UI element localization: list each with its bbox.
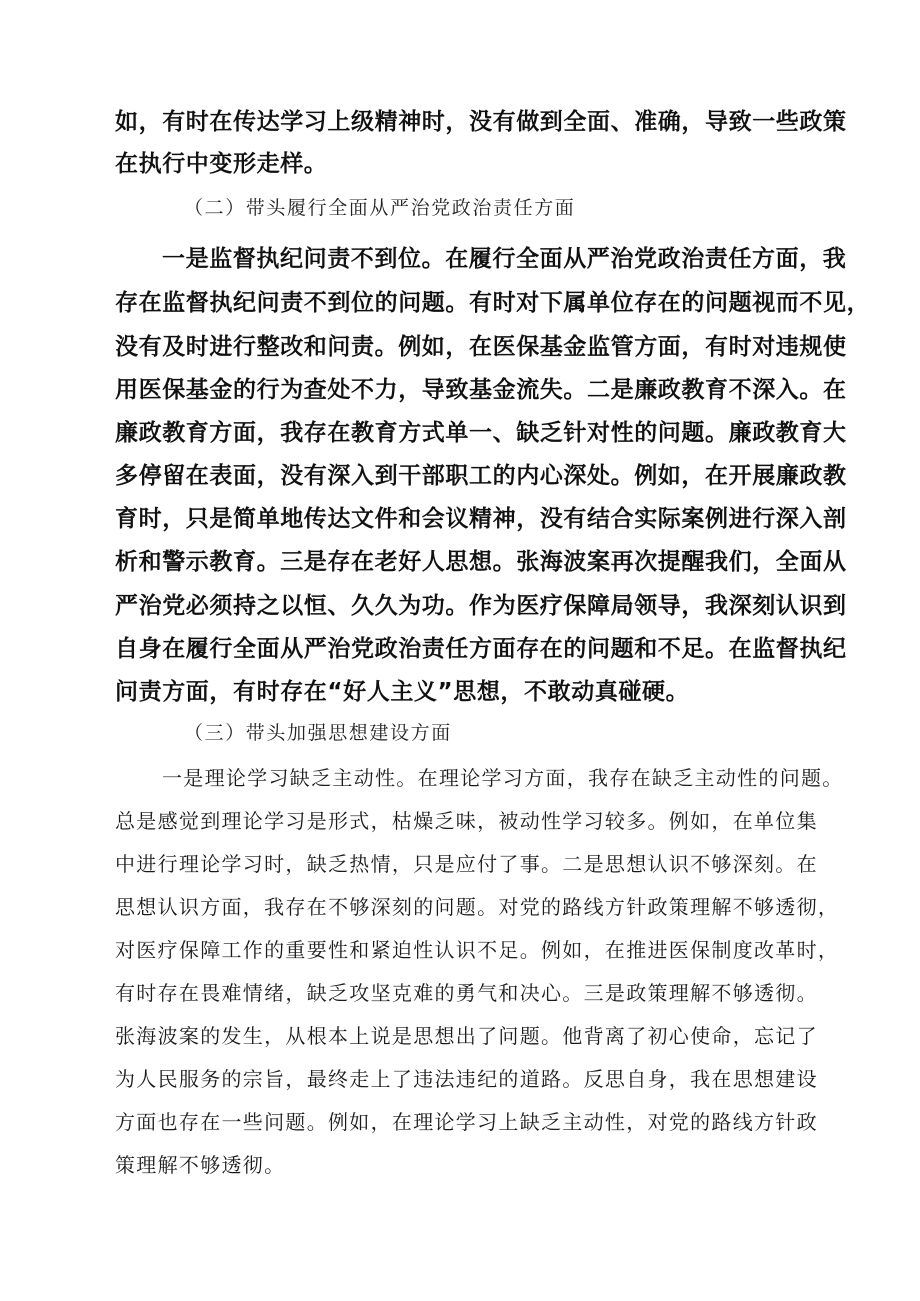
para3-line-4: 思想认识方面，我存在不够深刻的问题。对党的路线方针政策理解不够透彻， bbox=[115, 895, 840, 919]
para3-line-3: 中进行理论学习时，缺乏热情，只是应付了事。二是思想认识不够深刻。在 bbox=[115, 852, 818, 876]
para2-line-7: 育时，只是简单地传达文件和会议精神，没有结合实际案例进行深入剖 bbox=[115, 506, 847, 532]
para2-line-1: 一是监督执纪问责不到位。在履行全面从严治党政治责任方面，我 bbox=[162, 246, 847, 272]
para3-line-10: 策理解不够透彻。 bbox=[115, 1153, 286, 1177]
para3-line-2: 总是感觉到理论学习是形式，枯燥乏味，被动性学习较多。例如，在单位集 bbox=[115, 809, 818, 833]
para3-line-5: 对医疗保障工作的重要性和紧迫性认识不足。例如，在推进医保制度改革时， bbox=[115, 938, 840, 962]
para2-line-3: 没有及时进行整改和问责。例如，在医保基金监管方面，有时对违规使 bbox=[115, 334, 847, 360]
para2-line-11: 问责方面，有时存在“好人主义”思想，不敢动真碰硬。 bbox=[115, 679, 690, 705]
para3-line-1: 一是理论学习缺乏主动性。在理论学习方面，我存在缺乏主动性的问题。 bbox=[162, 766, 844, 790]
para2-line-2: 存在监督执纪问责不到位的问题。有时对下属单位存在的问题视而不见， bbox=[115, 290, 871, 316]
para3-line-8: 为人民服务的宗旨，最终走上了违法违纪的道路。反思自身，我在思想建设 bbox=[115, 1067, 818, 1091]
para2-line-8: 析和警示教育。三是存在老好人思想。张海波案再次提醒我们，全面从 bbox=[115, 549, 847, 575]
para1-line-1: 如，有时在传达学习上级精神时，没有做到全面、准确，导致一些政策 bbox=[115, 109, 847, 135]
para2-line-9: 严治党必须持之以恒、久久为功。作为医疗保障局领导，我深刻认识到 bbox=[115, 593, 847, 619]
para2-line-4: 用医保基金的行为查处不力，导致基金流失。二是廉政教育不深入。在 bbox=[115, 377, 847, 403]
para2-line-6: 多停留在表面，没有深入到干部职工的内心深处。例如，在开展廉政教 bbox=[115, 463, 847, 489]
para2-line-10: 自身在履行全面从严治党政治责任方面存在的问题和不足。在监督执纪 bbox=[115, 636, 847, 662]
para3-line-7: 张海波案的发生，从根本上说是思想出了问题。他背离了初心使命，忘记了 bbox=[115, 1024, 818, 1048]
para3-line-9: 方面也存在一些问题。例如，在理论学习上缺乏主动性，对党的路线方针政 bbox=[115, 1110, 818, 1134]
section-heading-3: （三）带头加强思想建设方面 bbox=[184, 722, 452, 744]
para3-line-6: 有时存在畏难情绪，缺乏攻坚克难的勇气和决心。三是政策理解不够透彻。 bbox=[115, 981, 818, 1005]
para1-line-2: 在执行中变形走样。 bbox=[115, 151, 328, 177]
section-heading-2: （二）带头履行全面从严治党政治责任方面 bbox=[184, 197, 576, 219]
para2-line-5: 廉政教育方面，我存在教育方式单一、缺乏针对性的问题。廉政教育大 bbox=[115, 420, 847, 446]
